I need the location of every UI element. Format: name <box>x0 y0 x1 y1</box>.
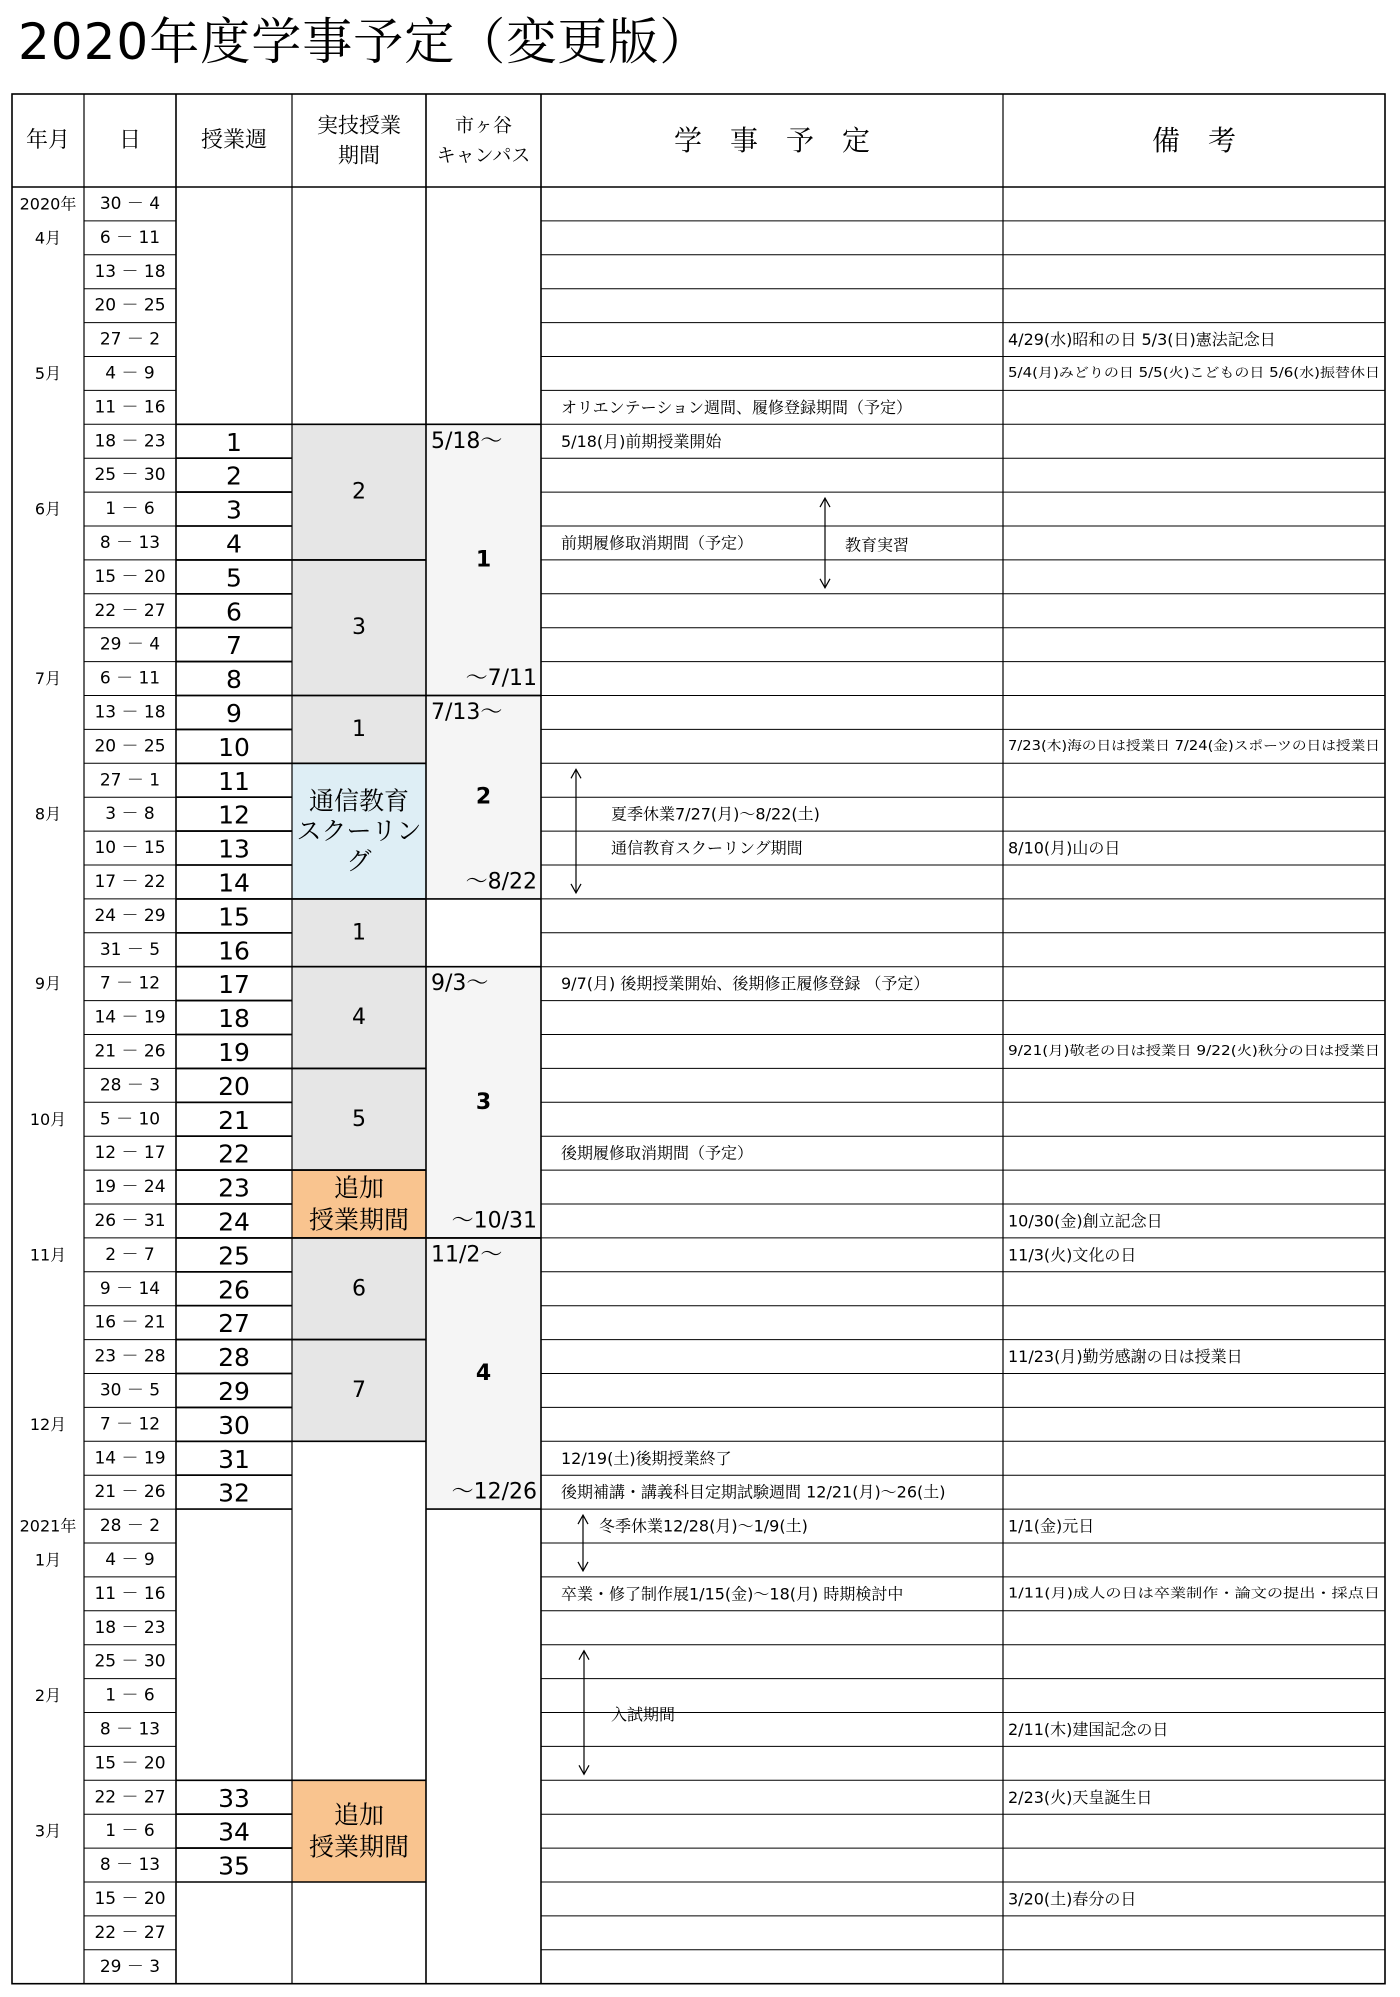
practical-block-label: 1 <box>352 716 366 742</box>
week-number: 2 <box>226 461 242 491</box>
week-number: 18 <box>218 1004 250 1034</box>
header-practical: 実技授業 <box>317 113 401 138</box>
note-text: 5/4(月)みどりの日 5/5(火)こどもの日 5/6(水)振替休日 <box>1008 365 1331 381</box>
date-range: 20 － 25 <box>94 736 166 757</box>
event-text: 卒業・修了制作展1/15(金)～18(月) 時期検討中 <box>561 1584 904 1604</box>
week-number: 20 <box>218 1071 250 1101</box>
week-number: 9 <box>226 698 242 728</box>
date-range: 31 － 5 <box>99 939 161 960</box>
date-range: 23 － 28 <box>94 1346 166 1367</box>
date-range: 25 － 30 <box>94 465 166 486</box>
range-annotation-label: 入試期間 <box>611 1705 676 1724</box>
week-number: 8 <box>226 665 242 695</box>
date-range: 6 － 11 <box>99 668 161 689</box>
month-label: 10月 <box>29 1109 67 1129</box>
month-label: 5月 <box>34 363 62 383</box>
week-number: 7 <box>226 631 242 661</box>
practical-block <box>292 1780 426 1882</box>
date-range: 8 － 13 <box>99 532 161 553</box>
week-number: 26 <box>218 1275 250 1305</box>
month-label: 2021年 <box>19 1516 77 1536</box>
date-range: 28 － 3 <box>99 1075 161 1096</box>
practical-block-label: 授業期間 <box>308 1832 410 1862</box>
date-range: 22 － 27 <box>94 600 166 621</box>
date-range: 30 － 5 <box>99 1380 161 1401</box>
note-text: 9/21(月)敬老の日は授業日 9/22(火)秋分の日は授業日 <box>1008 1043 1325 1059</box>
date-range: 9 － 14 <box>99 1278 161 1299</box>
week-number: 13 <box>218 834 250 864</box>
practical-block-label: グ <box>346 846 372 876</box>
week-number: 32 <box>218 1478 250 1508</box>
date-range: 30 － 4 <box>99 193 161 214</box>
practical-block-label: 2 <box>352 479 366 505</box>
month-label: 1月 <box>34 1550 62 1570</box>
date-range: 22 － 27 <box>94 1787 166 1808</box>
date-range: 29 － 3 <box>99 1956 161 1977</box>
date-range: 24 － 29 <box>94 905 166 926</box>
campus-label: 3 <box>475 1089 492 1115</box>
range-annotation-label: 夏季休業7/27(月)～8/22(土) <box>611 804 820 824</box>
date-range: 1 － 6 <box>105 1685 155 1706</box>
date-range: 25 － 30 <box>94 1651 166 1672</box>
practical-block-label: 6 <box>352 1276 366 1302</box>
date-range: 8 － 13 <box>99 1719 161 1740</box>
date-range: 7 － 12 <box>99 1414 161 1435</box>
month-label: 11月 <box>29 1245 67 1265</box>
event-text: 12/19(土)後期授業終了 <box>561 1448 732 1468</box>
header-day: 日 <box>118 128 142 153</box>
date-range: 18 － 23 <box>94 1617 166 1638</box>
campus-to: ～8/22 <box>465 869 537 895</box>
note-text: 2/23(火)天皇誕生日 <box>1008 1787 1153 1807</box>
event-text: 後期補講・講義科目定期試験週間 12/21(月)～26(土) <box>561 1482 946 1502</box>
week-number: 1 <box>226 427 242 457</box>
date-range: 27 － 2 <box>99 329 161 350</box>
date-range: 17 － 22 <box>94 871 166 892</box>
date-range: 4 － 9 <box>105 363 155 384</box>
week-number: 34 <box>218 1817 250 1847</box>
campus-from: 7/13～ <box>431 699 503 725</box>
week-number: 28 <box>218 1343 250 1373</box>
note-text: 2/11(木)建国記念の日 <box>1008 1719 1169 1739</box>
practical-block-label: 追加 <box>333 1800 385 1830</box>
date-range: 4 － 9 <box>105 1549 155 1570</box>
campus-to: ～12/26 <box>451 1479 537 1505</box>
date-range: 14 － 19 <box>94 1007 166 1028</box>
week-number: 6 <box>226 597 242 627</box>
month-label: 4月 <box>34 228 62 248</box>
week-number: 21 <box>218 1105 250 1135</box>
note-text: 4/29(水)昭和の日 5/3(日)憲法記念日 <box>1008 330 1276 350</box>
week-number: 27 <box>218 1309 250 1339</box>
date-range: 8 － 13 <box>99 1855 161 1876</box>
note-text: 11/3(火)文化の日 <box>1008 1245 1137 1265</box>
practical-block-label: 5 <box>352 1106 366 1132</box>
practical-block-label: 1 <box>352 920 366 946</box>
week-number: 30 <box>218 1410 250 1440</box>
note-text: 7/23(木)海の日は授業日 7/24(金)スポーツの日は授業日 <box>1008 738 1338 754</box>
campus-from: 11/2～ <box>431 1242 503 1268</box>
practical-block-label: 4 <box>352 1005 366 1031</box>
month-label: 2月 <box>34 1686 62 1706</box>
campus-to: ～7/11 <box>465 666 537 692</box>
week-number: 33 <box>218 1783 250 1813</box>
range-annotation-label: 教育実習 <box>845 535 910 555</box>
week-number: 31 <box>218 1444 250 1474</box>
date-range: 19 － 24 <box>94 1177 166 1198</box>
month-label: 3月 <box>34 1821 62 1841</box>
header-campus: 市ヶ谷 <box>454 114 513 137</box>
page-title: 2020年度学事予定（変更版） <box>18 13 711 71</box>
header-practical: 期間 <box>338 143 380 168</box>
date-range: 15 － 20 <box>94 566 166 587</box>
date-range: 3 － 8 <box>105 804 155 825</box>
month-label: 6月 <box>34 499 62 519</box>
practical-block-label: スクーリン <box>296 816 422 846</box>
week-number: 5 <box>226 563 242 593</box>
date-range: 12 － 17 <box>94 1143 166 1164</box>
note-text: 11/23(月)勤労感謝の日は授業日 <box>1008 1347 1243 1367</box>
week-number: 25 <box>218 1241 250 1271</box>
campus-label: 1 <box>475 547 492 573</box>
note-text: 1/1(金)元日 <box>1008 1516 1095 1536</box>
header-month: 年月 <box>25 128 71 153</box>
date-range: 16 － 21 <box>94 1312 166 1333</box>
header-campus: キャンパス <box>436 144 531 167</box>
date-range: 29 － 4 <box>99 634 161 655</box>
practical-block-label: 7 <box>352 1377 366 1403</box>
week-number: 35 <box>218 1851 250 1881</box>
date-range: 11 － 16 <box>94 397 166 418</box>
week-number: 4 <box>226 529 242 559</box>
week-number: 3 <box>226 495 242 525</box>
note-text: 3/20(土)春分の日 <box>1008 1889 1137 1909</box>
week-number: 11 <box>218 766 250 796</box>
date-range: 18 － 23 <box>94 431 166 452</box>
header-events: 学 事 予 定 <box>673 124 871 157</box>
campus-from: 9/3～ <box>431 971 489 997</box>
header-week: 授業週 <box>200 128 268 153</box>
date-range: 15 － 20 <box>94 1753 166 1774</box>
date-range: 27 － 1 <box>99 770 161 791</box>
practical-block-label: 通信教育 <box>308 786 410 816</box>
week-number: 15 <box>218 902 250 932</box>
event-text: 5/18(月)前期授業開始 <box>561 431 722 451</box>
note-text: 10/30(金)創立記念日 <box>1008 1211 1163 1231</box>
month-label: 7月 <box>34 669 62 689</box>
month-label: 12月 <box>29 1414 67 1434</box>
campus-to: ～10/31 <box>451 1208 537 1234</box>
campus-label: 2 <box>475 784 492 810</box>
practical-block-label: 3 <box>352 615 366 641</box>
date-range: 5 － 10 <box>99 1109 161 1130</box>
event-text: 9/7(月) 後期授業開始、後期修正履修登録 （予定） <box>561 974 930 994</box>
date-range: 28 － 2 <box>99 1516 161 1537</box>
campus-label: 4 <box>475 1361 492 1386</box>
date-range: 10 － 15 <box>94 838 166 859</box>
week-number: 17 <box>218 970 250 1000</box>
date-range: 13 － 18 <box>94 261 166 282</box>
month-label: 9月 <box>34 974 62 994</box>
campus-from: 5/18～ <box>431 428 503 454</box>
date-range: 22 － 27 <box>94 1922 166 1943</box>
date-range: 2 － 7 <box>105 1244 155 1265</box>
date-range: 21 － 26 <box>94 1482 166 1503</box>
event-text: オリエンテーション週間、履修登録期間（予定） <box>561 397 913 417</box>
week-number: 24 <box>218 1207 250 1237</box>
week-number: 29 <box>218 1376 250 1406</box>
note-text: 8/10(月)山の日 <box>1008 838 1121 858</box>
practical-block-label: 追加 <box>333 1173 385 1203</box>
week-number: 16 <box>218 936 250 966</box>
event-text: 前期履修取消期間（予定） <box>561 533 754 553</box>
range-annotation-label: 通信教育スクーリング期間 <box>611 838 803 858</box>
month-label: 8月 <box>34 804 62 824</box>
week-number: 10 <box>218 732 250 762</box>
date-range: 21 － 26 <box>94 1041 166 1062</box>
date-range: 15 － 20 <box>94 1888 166 1909</box>
month-label: 2020年 <box>19 194 77 214</box>
date-range: 26 － 31 <box>94 1210 166 1231</box>
header-notes: 備 考 <box>1151 124 1237 157</box>
date-range: 20 － 25 <box>94 295 166 316</box>
week-number: 23 <box>218 1173 250 1203</box>
note-text: 1/11(月)成人の日は卒業制作・論文の提出・採点日 <box>1008 1586 1308 1602</box>
week-number: 19 <box>218 1037 250 1067</box>
date-range: 1 － 6 <box>105 499 155 520</box>
week-number: 22 <box>218 1139 250 1169</box>
range-annotation-label: 冬季休業12/28(月)～1/9(土) <box>599 1516 808 1536</box>
week-number: 14 <box>218 868 250 898</box>
date-range: 13 － 18 <box>94 702 166 723</box>
date-range: 6 － 11 <box>99 227 161 248</box>
date-range: 1 － 6 <box>105 1821 155 1842</box>
date-range: 7 － 12 <box>99 973 161 994</box>
practical-block-label: 授業期間 <box>308 1205 410 1235</box>
date-range: 11 － 16 <box>94 1583 166 1604</box>
event-text: 後期履修取消期間（予定） <box>561 1143 754 1163</box>
date-range: 14 － 19 <box>94 1448 166 1469</box>
week-number: 12 <box>218 800 250 830</box>
